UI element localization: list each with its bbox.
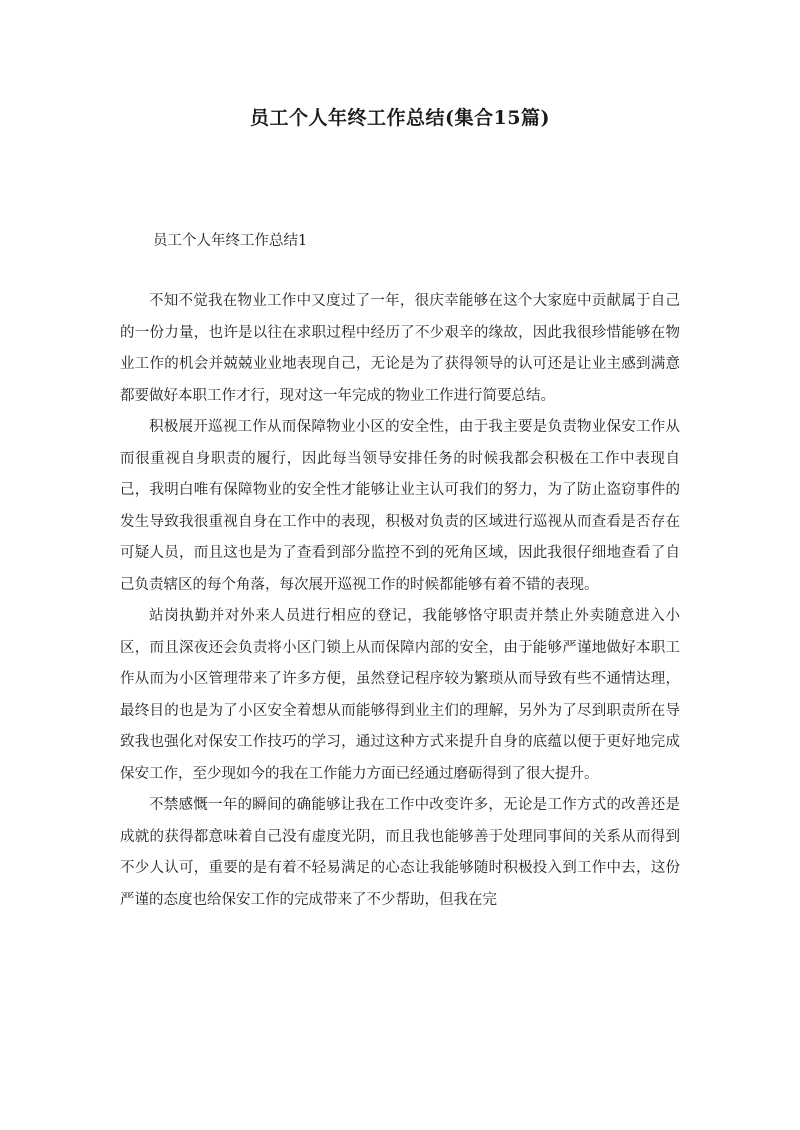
document-title: 员工个人年终工作总结(集合15篇) bbox=[250, 107, 550, 129]
section-heading: 员工个人年终工作总结1 bbox=[153, 233, 308, 249]
paragraph: 不知不觉我在物业工作中又度过了一年，很庆幸能够在这个大家庭中贡献属于自己的一份力量，也许是以往在求职过程中经历了不少艰辛的缘故，因此我很珍惜能够在物业工作的机会并兢兢业业地表现自己，无论是为了获得领导的认可还是让业主感到满意都要做好本职工作才行，现对这一年完成的物业工作进行简要总结。 bbox=[120, 293, 680, 404]
paragraph: 站岗执勤并对外来人员进行相应的登记，我能够恪守职责并禁止外卖随意进入小区，而且深夜还会负责将小区门锁上从而保障内部的安全，由于能够严谨地做好本职工作从而为小区管理带来了许多方便，虽然登记程序较为繁琐从而导致有些不通情达理，最终目的也是为了小区安全着想从而能够得到业主们的理解，另外为了尽到职责所在导致我也强化对保安工作技巧的学习，通过这种方式来提升自身的底蕴以便于更好地完成保安工作，至少现如今的我在工作能力方面已经通过磨砺得到了很大提升。 bbox=[120, 608, 680, 782]
document-body bbox=[120, 286, 680, 916]
paragraph: 积极展开巡视工作从而保障物业小区的安全性，由于我主要是负责物业保安工作从而很重视自身职责的履行，因此每当领导安排任务的时候我都会积极在工作中表现自己，我明白唯有保障物业的安全性才能够让业主认可我们的努力，为了防止盗窃事件的发生导致我很重视自身在工作中的表现，积极对负责的区域进行巡视从而查看是否存在可疑人员，而且这也是为了查看到部分监控不到的死角区域，因此我很仔细地查看了自己负责辖区的每个角落，每次展开巡视工作的时候都能够有着不错的表现。 bbox=[120, 419, 680, 593]
paragraph: 不禁感慨一年的瞬间的确能够让我在工作中改变许多，无论是工作方式的改善还是成就的获得都意味着自己没有虚度光阴，而且我也能够善于处理同事间的关系从而得到不少人认可，重要的是有着不轻易满足的心态让我能够随时积极投入到工作中去，这份严谨的态度也给保安工作的完成带来了不少帮助，但我在完 bbox=[120, 797, 680, 908]
